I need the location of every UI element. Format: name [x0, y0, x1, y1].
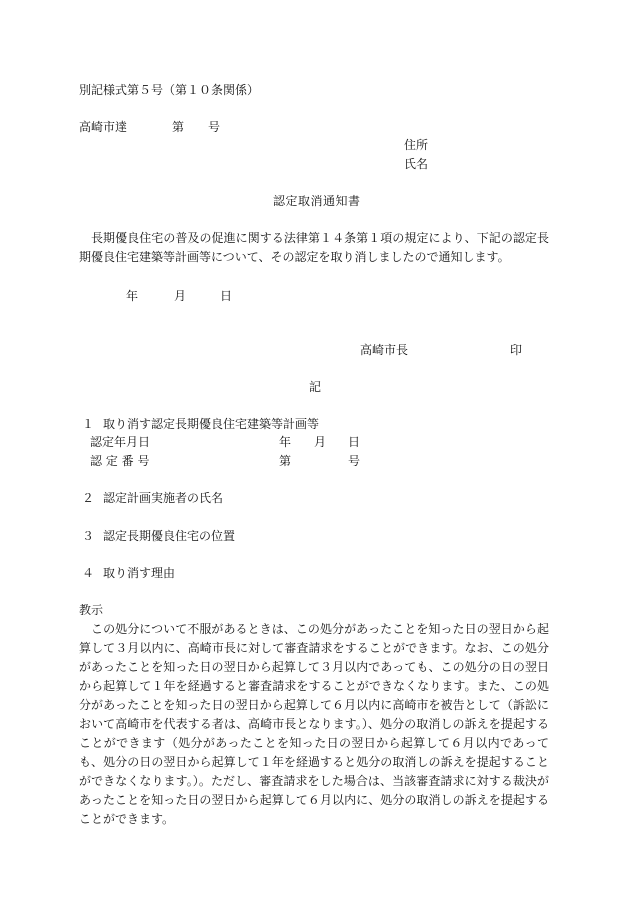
document-title: 認定取消通知書 — [273, 194, 361, 208]
cert-date-year: 年 — [279, 435, 292, 449]
item2-number: ２ — [82, 491, 95, 505]
seal-mark: 印 — [510, 343, 523, 357]
date-year: 年 — [126, 289, 139, 303]
form-reference: 別記様式第５号（第１０条関係） — [79, 83, 260, 97]
item4-label: 取り消す理由 — [103, 566, 176, 580]
item3-label: 認定長期優良住宅の位置 — [103, 529, 236, 543]
cert-date-month: 月 — [314, 435, 327, 449]
mayor-title: 高崎市長 — [360, 343, 409, 357]
ki-heading: 記 — [309, 380, 322, 394]
cert-number-dai: 第 — [279, 454, 292, 468]
cert-date-label: 認定年月日 — [90, 435, 151, 449]
item2-label: 認定計画実施者の氏名 — [103, 491, 224, 505]
cert-number-label: 認 定 番 号 — [90, 454, 150, 468]
doc-number-go: 号 — [208, 120, 221, 134]
doc-number-dai: 第 — [172, 120, 185, 134]
date-day: 日 — [220, 289, 233, 303]
item1-number: １ — [82, 417, 95, 431]
date-month: 月 — [174, 289, 187, 303]
intro-paragraph: 長期優良住宅の普及の促進に関する法律第１４条第１項の規定により、下記の認定長期優良住宅建築等計画等について、その認定を取り消しましたので通知します。 — [79, 231, 549, 264]
cert-number-go: 号 — [348, 454, 361, 468]
cert-date-day: 日 — [348, 435, 361, 449]
item4-number: ４ — [82, 566, 95, 580]
notice-body: この処分について不服があるときは、この処分があったことを知った日の翌日から起算して３月以内に、高崎市長に対して審査請求をすることができます。なお、この処分があったことを知った日の翌日から起算して３月以内であっても、この処分の日の翌日から起算して１年を経過すると審査請求をすることができなくなります。また、この処分があったことを知った日の翌日から起算して６月以内に高崎市を被告として（訴訟において高崎市を代表する者は、高崎市長となります。）、処分の取消しの訴えを提起することができます（処分があったことを知った日の翌日から起算して６月以内であっても、処分の日の翌日から起算して１年を経過すると処分の取消しの訴えを提起することができなくなります。）。ただし、審査請求をした場合は、当該審査請求に対する裁決があったことを知った日の翌日から起算して６月以内に、処分の取消しの訴えを提起することができます。 — [79, 622, 549, 826]
issuer-city: 高崎市達 — [79, 120, 128, 134]
name-label: 氏名 — [404, 157, 429, 171]
address-label: 住所 — [404, 138, 429, 152]
notice-heading: 教示 — [79, 603, 104, 617]
item3-number: ３ — [82, 529, 95, 543]
item1-label: 取り消す認定長期優良住宅建築等計画等 — [103, 417, 320, 431]
